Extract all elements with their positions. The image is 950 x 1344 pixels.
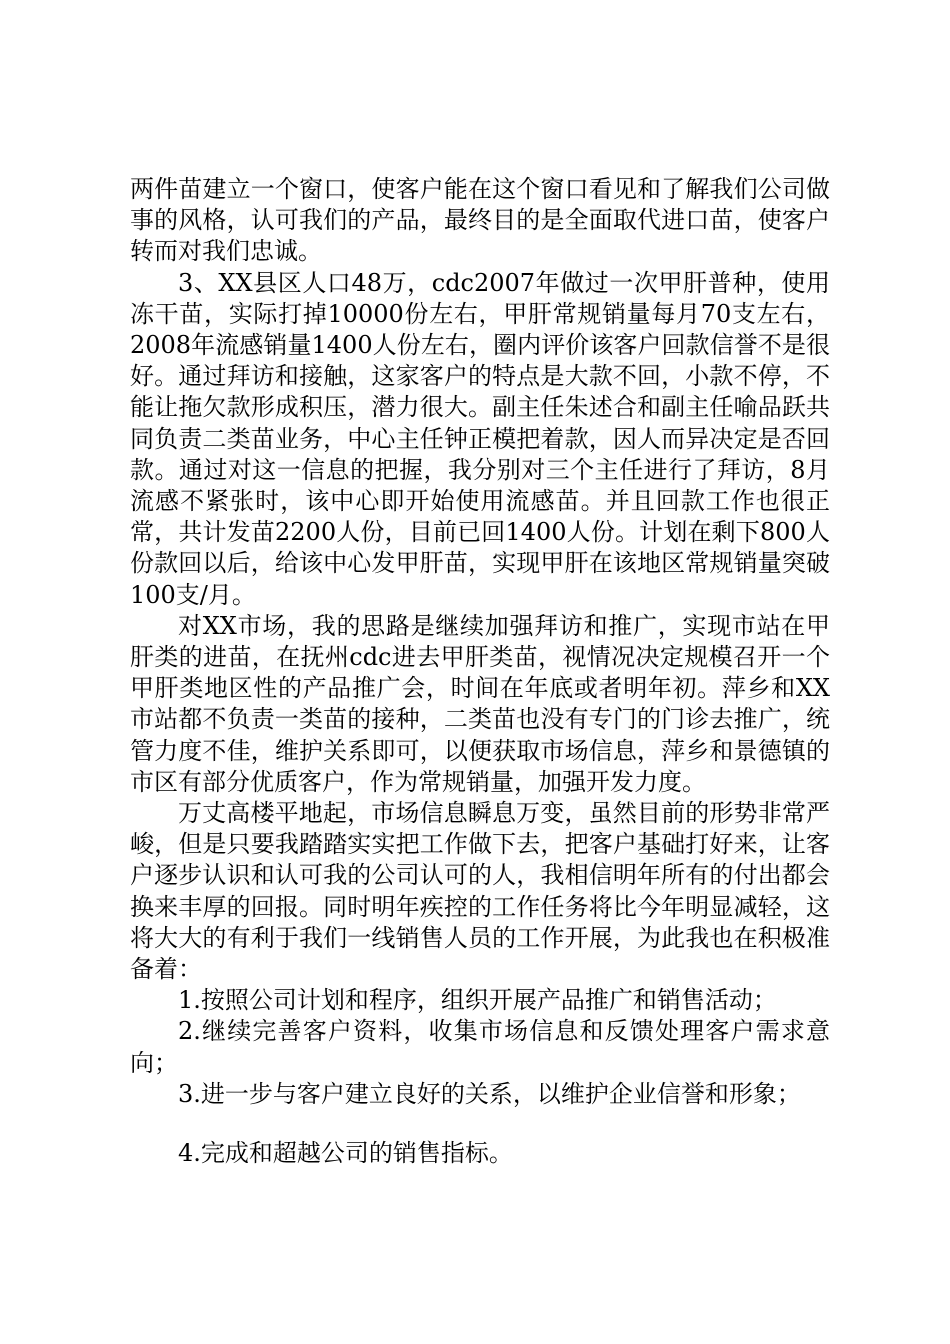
paragraph-intro: 两件苗建立一个窗口，使客户能在这个窗口看见和了解我们公司做事的风格，认可我们的产品，最终目的是全面取代进口苗，使客户转而对我们忠诚。	[130, 175, 830, 266]
list-item-3: 3.进一步与客户建立良好的关系，以维护企业信誉和形象；	[178, 1079, 801, 1108]
document-body	[130, 174, 830, 1169]
paragraph-county-report: 3、XX县区人口48万，cdc2007年做过一次甲肝普种，使用冻干苗，实际打掉10000份左右，甲肝常规销量每月70支左右，2008年流感销量1400人份左右，圈内评价该客户回款信誉不是很好。通过拜访和接触，这家客户的特点是大款不回，小款不停，不能让拖欠款形成积压，潜力很大。副主任朱述合和副主任喻品跃共同负责二类苗业务，中心主任钟正模把着款，因人而异决定是否回款。通过对这一信息的把握，我分别对三个主任进行了拜访，8月流感不紧张时，该中心即开始使用流感苗。并且回款工作也很正常，共计发苗2200人份，目前已回1400人份。计划在剩下800人份款回以后，给该中心发甲肝苗，实现甲肝在该地区常规销量突破100支/月。	[130, 268, 830, 609]
list-item-1: 1.按照公司计划和程序，组织开展产品推广和销售活动；	[178, 986, 777, 1015]
list-item-4: 4.完成和超越公司的销售指标。	[178, 1139, 513, 1168]
paragraph-market-plan: 对XX市场，我的思路是继续加强拜访和推广，实现市站在甲肝类的进苗，在抚州cdc进去甲肝类苗，视情况决定规模召开一个甲肝类地区性的产品推广会，时间在年底或者明年初。萍乡和XX市站都不负责一类苗的接种，二类苗也没有专门的门诊去推广，统管力度不佳，维护关系即可，以便获取市场信息，萍乡和景德镇的市区有部分优质客户，作为常规销量，加强开发力度。	[130, 611, 830, 796]
paragraph-outlook: 万丈高楼平地起，市场信息瞬息万变，虽然目前的形势非常严峻，但是只要我踏踏实实把工作做下去，把客户基础打好来，让客户逐步认识和认可我的公司认可的人，我相信明年所有的付出都会换来丰厚的回报。同时明年疾控的工作任务将比今年明显减轻，这将大大的有利于我们一线销售人员的工作开展，为此我也在积极准备着：	[130, 799, 830, 984]
list-item-2: 2.继续完善客户资料，收集市场信息和反馈处理客户需求意向；	[130, 1017, 830, 1077]
